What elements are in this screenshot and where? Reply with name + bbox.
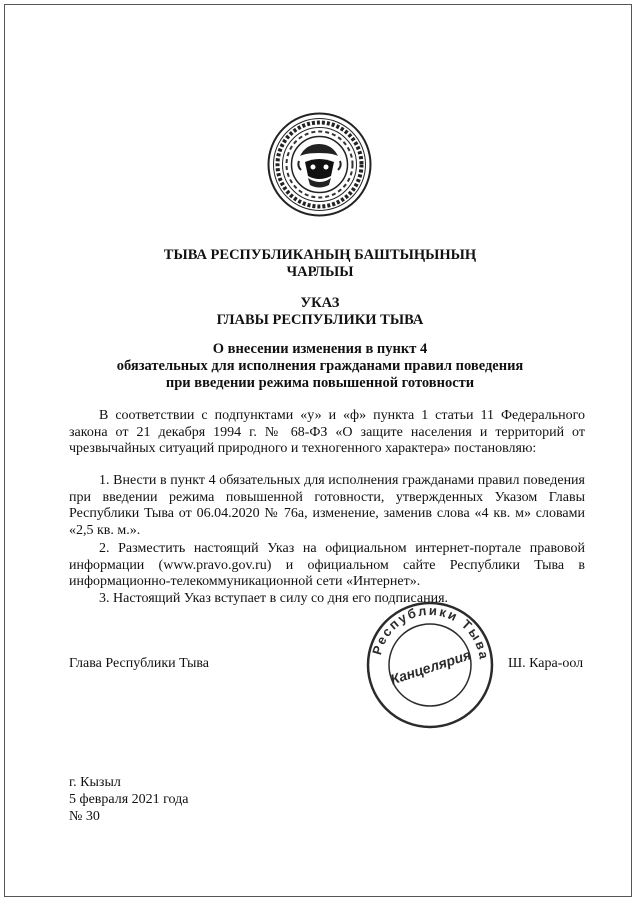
tuvan-title-line2: ЧАРЛЫЫ xyxy=(286,264,354,280)
signatory-name: Ш. Кара-оол xyxy=(508,656,584,671)
stamp-center-text: Канцелярия xyxy=(388,646,473,688)
svg-text:Республики Тыва xyxy=(369,603,492,662)
official-stamp-icon xyxy=(365,600,495,730)
subject-line2: обязательных для исполнения гражданами правил поведения xyxy=(116,358,524,374)
signatory-position: Глава Республики Тыва xyxy=(69,656,210,671)
preamble-paragraph: В соответствии с подпунктами «у» и «ф» пункта 1 статьи 11 Федерального закона от 21 декабря 1994 г. № 68-ФЗ «О защите населения и территорий от чрезвычайных ситуаций природного и техногенного характера» постановляю: xyxy=(69,408,585,456)
item-2-paragraph: 2. Разместить настоящий Указ на официальном интернет-портале правовой информации (www.pravo.gov.ru) и официальном сайте Республики Тыва в информационно-телекоммуникационной сети «Интернет». xyxy=(69,541,585,589)
footer-date: 5 февраля 2021 года xyxy=(69,792,189,807)
footer-city: г. Кызыл xyxy=(69,775,121,790)
tuvan-title-line1: ТЫВА РЕСПУБЛИКАНЫҢ БАШТЫҢЫНЫҢ xyxy=(163,247,477,263)
item-3-paragraph: 3. Настоящий Указ вступает в силу со дня его подписания. xyxy=(99,591,449,606)
item-1-paragraph: 1. Внести в пункт 4 обязательных для исполнения гражданами правил поведения при введении режима повышенной готовности, утвержденных Указом Главы Республики Тыва от 06.04.2020 № 76а, изменение, заменив слова «4 кв. м» словами «2,5 кв. м.». xyxy=(69,473,585,538)
stamp-ring-text: Республики Тыва xyxy=(369,602,492,662)
subject-line3: при введении режима повышенной готовности xyxy=(165,375,475,391)
subject-line1: О внесении изменения в пункт 4 xyxy=(212,341,428,357)
tuva-emblem-icon xyxy=(267,112,372,217)
issuer-title: ГЛАВЫ РЕСПУБЛИКИ ТЫВА xyxy=(216,312,424,328)
ukaz-title: УКАЗ xyxy=(300,295,340,311)
footer-number: № 30 xyxy=(69,809,100,824)
